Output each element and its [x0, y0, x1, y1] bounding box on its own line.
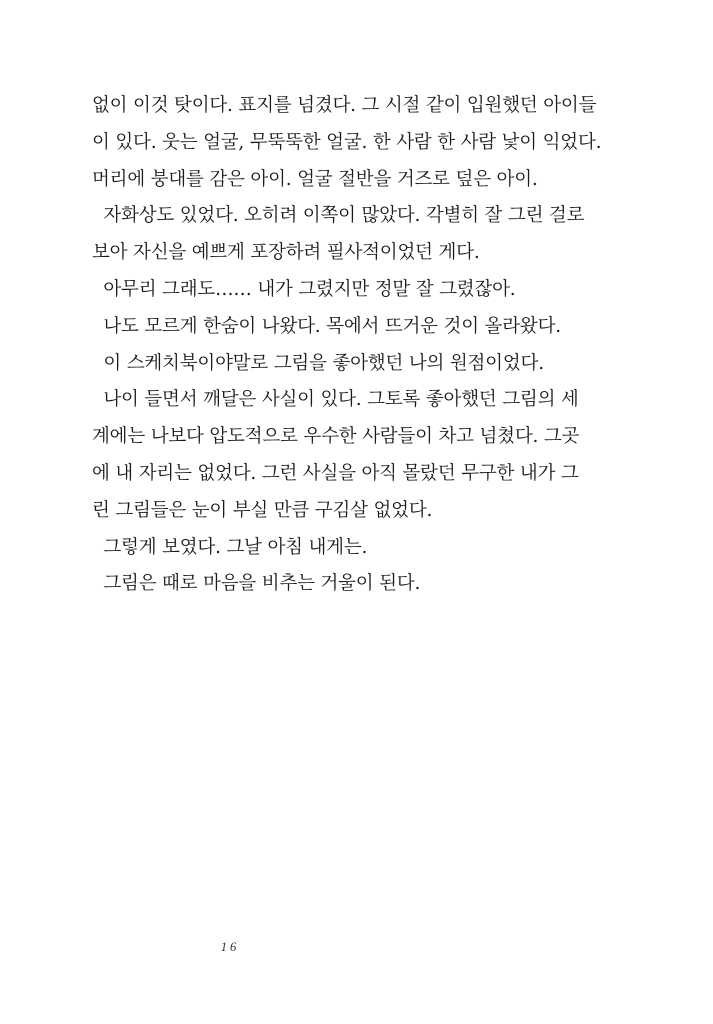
- text-line-4: 자화상도 있었다. 오히려 이쪽이 많았다. 각별히 잘 그린 걸로: [92, 205, 585, 227]
- text-line-9: 나이 들면서 깨달은 사실이 있다. 그토록 좋아했던 그림의 세: [92, 389, 579, 411]
- text-line-10: 계에는 나보다 압도적으로 우수한 사람들이 차고 넘쳤다. 그곳: [92, 426, 580, 448]
- text-line-1: 없이 이것 탓이다. 표지를 넘겼다. 그 시절 같이 입원했던 아이들: [92, 95, 597, 116]
- text-line-7: 나도 모르게 한숨이 나왔다. 목에서 뜨거운 것이 올라왔다.: [92, 315, 561, 337]
- text-line-5: 보아 자신을 예쁘게 포장하려 필사적이었던 게다.: [92, 242, 480, 264]
- text-line-12: 린 그림들은 눈이 부실 만큼 구김살 없었다.: [92, 499, 433, 521]
- text-line-2: 이 있다. 웃는 얼굴, 무뚝뚝한 얼굴. 한 사람 한 사람 낯이 익었다.: [92, 131, 602, 153]
- page-body: [92, 88, 602, 603]
- text-line-13: 그렇게 보였다. 그날 아침 내게는.: [92, 536, 368, 558]
- text-line-8: 이 스케치북이야말로 그림을 좋아했던 나의 원점이었다.: [92, 352, 544, 374]
- text-line-3: 머리에 붕대를 감은 아이. 얼굴 절반을 거즈로 덮은 아이.: [92, 168, 538, 190]
- text-line-6: 아무리 그래도…… 내가 그렸지만 정말 잘 그렸잖아.: [92, 278, 516, 300]
- text-line-14: 그림은 때로 마음을 비추는 거울이 된다.: [92, 573, 421, 595]
- text-line-11: 에 내 자리는 없었다. 그런 사실을 아직 몰랐던 무구한 내가 그: [92, 462, 579, 484]
- page-number: 16: [220, 940, 240, 954]
